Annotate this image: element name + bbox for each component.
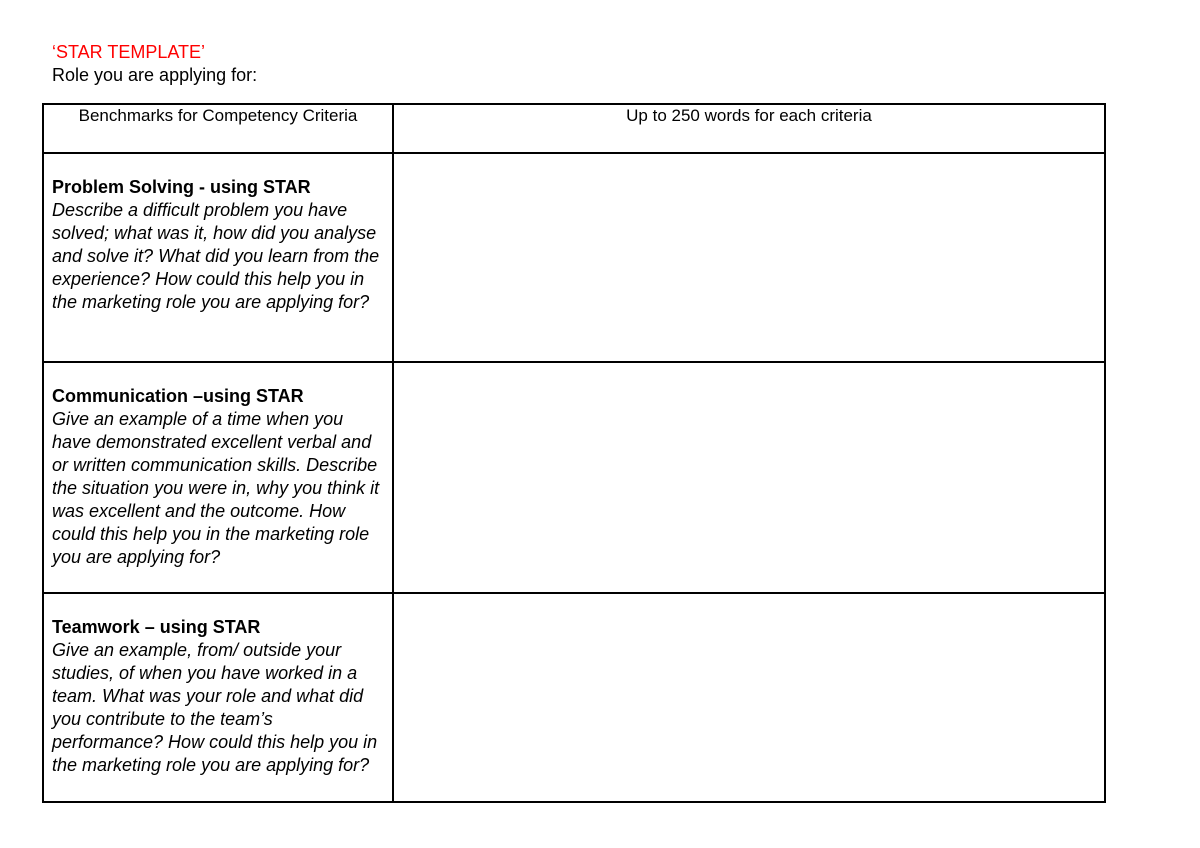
role-prompt: Role you are applying for: [52, 65, 258, 85]
table-row [43, 593, 1105, 802]
star-table [42, 103, 1106, 803]
criteria-description: Give an example, from/ outside your studies, of when you have worked in a team. What was your role and what did you contribute to the team’s performance? How could this help you in the marketing role you are applying for? [52, 640, 378, 775]
table-row [43, 153, 1105, 362]
criteria-header: Benchmarks for Competency Criteria [43, 104, 393, 153]
criteria-title: Problem Solving - using STAR [52, 177, 311, 197]
criteria-cell-problem-solving [43, 153, 393, 362]
table-header-row [43, 104, 1105, 153]
criteria-cell-communication [43, 362, 393, 593]
table-row [43, 362, 1105, 593]
criteria-title: Communication –using STAR [52, 386, 304, 406]
answer-cell-communication[interactable] [393, 362, 1105, 593]
criteria-description: Give an example of a time when you have demonstrated excellent verbal and or written communication skills. Describe the situation you were in, why you think it was excellent and the outcome. How could this help you in the marketing role you are applying for? [52, 409, 380, 567]
answer-cell-problem-solving[interactable] [393, 153, 1105, 362]
answer-cell-teamwork[interactable] [393, 593, 1105, 802]
criteria-title: Teamwork – using STAR [52, 617, 261, 637]
criteria-description: Describe a difficult problem you have solved; what was it, how did you analyse and solve it? What did you learn from the experience? How could this help you in the marketing role you are applying for? [52, 200, 380, 312]
document-title: ‘STAR TEMPLATE’ [52, 42, 206, 62]
criteria-cell-teamwork [43, 593, 393, 802]
answer-header: Up to 250 words for each criteria [393, 104, 1105, 153]
